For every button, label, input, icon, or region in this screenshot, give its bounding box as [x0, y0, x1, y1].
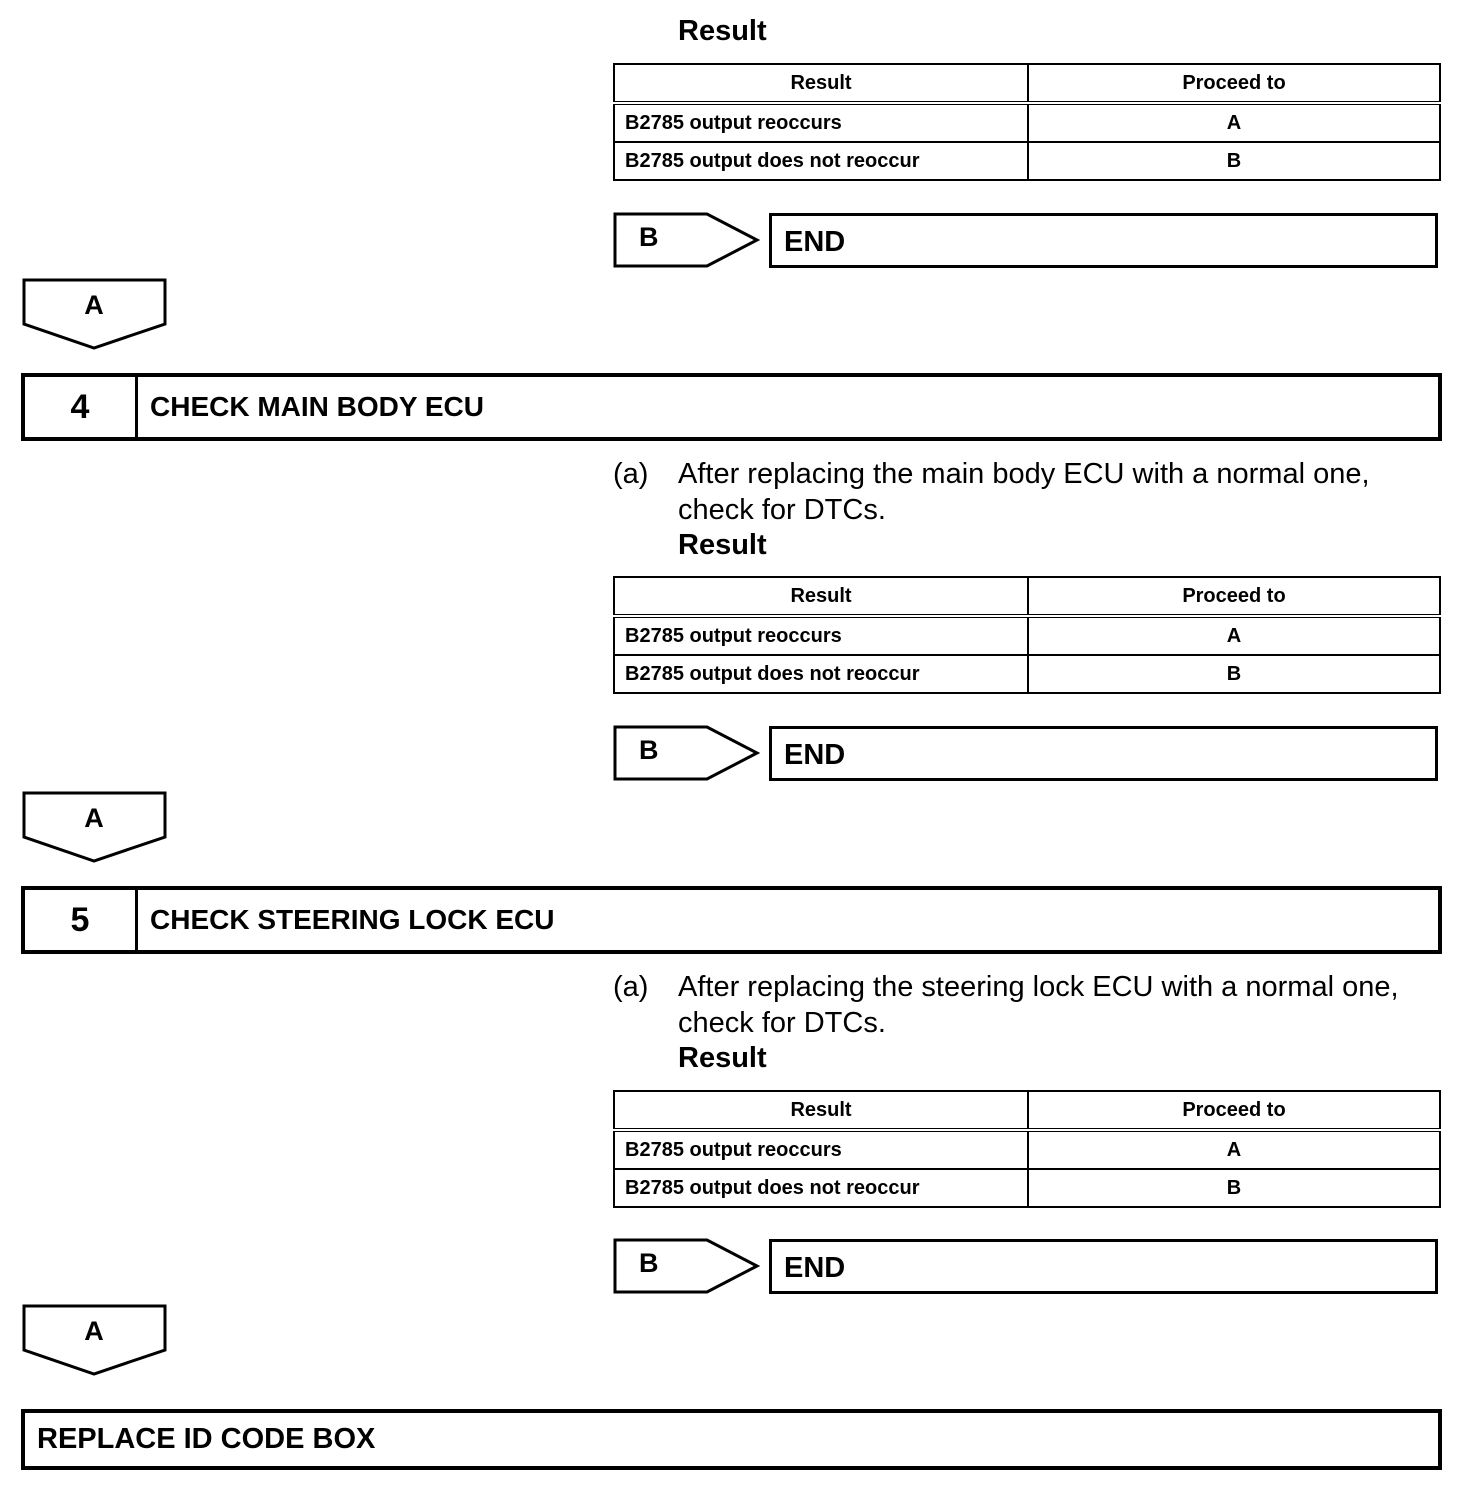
branch-a-label: A [84, 290, 104, 320]
end-box: END [769, 1239, 1438, 1294]
branch-a-label: A [84, 803, 104, 833]
result-cell: B2785 output reoccurs [614, 1130, 1028, 1169]
end-box: END [769, 213, 1438, 268]
proceed-cell: B [1028, 1169, 1440, 1207]
table-row [614, 1130, 1440, 1169]
step-number: 4 [25, 377, 138, 437]
table-row [614, 616, 1440, 655]
branch-b-arrow [613, 1238, 761, 1294]
branch-b-label: B [639, 735, 659, 765]
step-4-header [21, 373, 1442, 441]
proceed-cell: B [1028, 655, 1440, 693]
result-heading: Result [678, 1042, 767, 1074]
result-cell: B2785 output does not reoccur [614, 142, 1028, 180]
table-row [614, 103, 1440, 142]
table-header-result: Result [614, 577, 1028, 616]
result-cell: B2785 output reoccurs [614, 103, 1028, 142]
table-header-proceed: Proceed to [1028, 1091, 1440, 1130]
branch-b-label: B [639, 1248, 659, 1278]
result-table [613, 1090, 1441, 1208]
branch-a-arrow [22, 791, 168, 863]
table-header-proceed: Proceed to [1028, 577, 1440, 616]
result-heading: Result [678, 15, 767, 47]
result-table [613, 63, 1441, 181]
step-title: CHECK STEERING LOCK ECU [150, 904, 555, 935]
proceed-cell: A [1028, 616, 1440, 655]
table-header-result: Result [614, 1091, 1028, 1130]
table-row [614, 655, 1440, 693]
result-cell: B2785 output does not reoccur [614, 655, 1028, 693]
step-number: 5 [25, 890, 138, 950]
branch-a-label: A [84, 1316, 104, 1346]
table-header-proceed: Proceed to [1028, 64, 1440, 103]
step-5-header [21, 886, 1442, 954]
table-row [614, 1169, 1440, 1207]
result-heading: Result [678, 529, 767, 561]
result-table [613, 576, 1441, 694]
result-cell: B2785 output does not reoccur [614, 1169, 1028, 1207]
proceed-cell: A [1028, 1130, 1440, 1169]
instruction-line: check for DTCs. [678, 494, 886, 526]
table-header-result: Result [614, 64, 1028, 103]
branch-b-arrow [613, 212, 761, 268]
step-title: CHECK MAIN BODY ECU [150, 391, 484, 422]
instruction-marker: (a) [613, 971, 649, 1003]
end-box: END [769, 726, 1438, 781]
result-cell: B2785 output reoccurs [614, 616, 1028, 655]
table-row [614, 142, 1440, 180]
branch-a-arrow [22, 278, 168, 350]
instruction-line: check for DTCs. [678, 1007, 886, 1039]
branch-b-arrow [613, 725, 761, 781]
instruction-line: After replacing the steering lock ECU with a normal one, [678, 971, 1399, 1003]
instruction-marker: (a) [613, 458, 649, 490]
instruction-line: After replacing the main body ECU with a normal one, [678, 458, 1370, 490]
proceed-cell: A [1028, 103, 1440, 142]
final-action-box: REPLACE ID CODE BOX [21, 1409, 1442, 1470]
branch-b-label: B [639, 222, 659, 252]
branch-a-arrow [22, 1304, 168, 1376]
proceed-cell: B [1028, 142, 1440, 180]
